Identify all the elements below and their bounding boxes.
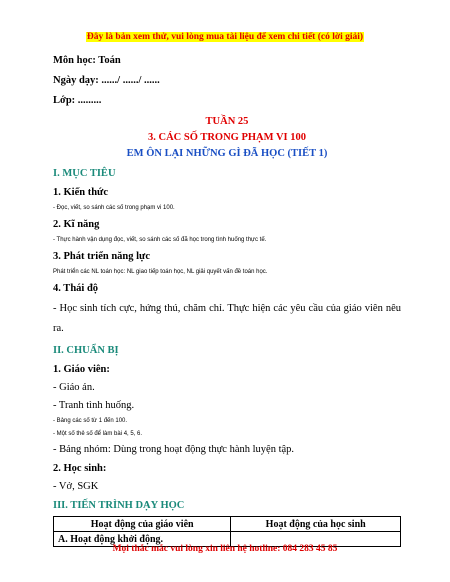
section-objectives-title: I. MỤC TIÊU — [53, 168, 116, 179]
student-title: 2. Học sinh: — [53, 463, 107, 474]
student-activity-header: Hoạt động của học sinh — [231, 517, 401, 532]
competence-text: Phát triển các NL toán học: NL giao tiếp toán học, NL giải quyết vấn đề toán học. — [53, 269, 268, 275]
teaching-date-line: Ngày dạy: ....../ ....../ ...... — [53, 75, 160, 86]
preview-notice-text: Đây là bản xem thử, vui lòng mua tài liệu để xem chi tiết (có lời giải) — [86, 32, 364, 42]
teacher-title: 1. Giáo viên: — [53, 364, 110, 375]
skills-text: - Thực hành vận dụng đọc, viết, so sánh các số đã học trong tình huống thực tế. — [53, 237, 267, 243]
teacher-small-item: - Một số thẻ số để làm bài 4, 5, 6. — [53, 431, 143, 437]
table-header-row — [54, 517, 401, 532]
knowledge-text: - Đọc, viết, so sánh các số trong phạm vi 100. — [53, 205, 175, 211]
hotline-text: Mọi thắc mắc vui lòng xin liên hệ hotline: 084 283 45 85 — [112, 544, 338, 554]
skills-title: 2. Kĩ năng — [53, 219, 100, 230]
section-procedure-title: III. TIẾN TRÌNH DẠY HỌC — [53, 500, 185, 511]
lesson-subtitle: EM ÔN LẠI NHỮNG GÌ ĐÃ HỌC (TIẾT 1) — [126, 148, 328, 159]
lesson-title: 3. CÁC SỐ TRONG PHẠM VI 100 — [148, 132, 306, 143]
student-item: - Vở, SGK — [53, 481, 99, 492]
section-preparation-title: II. CHUẨN BỊ — [53, 345, 119, 356]
document-page — [53, 54, 401, 547]
table-cell: A. Hoạt động khởi động. — [54, 532, 231, 547]
class-line: Lớp: ......... — [53, 95, 102, 106]
week-heading: TUẦN 25 — [205, 116, 249, 127]
teacher-item: - Tranh tình huống. — [53, 400, 135, 411]
attitude-title: 4. Thái độ — [53, 283, 99, 294]
attitude-text: - Học sinh tích cực, hứng thú, chăm chỉ. Thực hiện các yêu cầu của giáo viên nêu ra. — [53, 303, 401, 334]
knowledge-title: 1. Kiến thức — [53, 187, 109, 198]
competence-title: 3. Phát triển năng lực — [53, 251, 151, 262]
teacher-small-item: - Bảng các số từ 1 đến 100. — [53, 418, 128, 424]
subject-line: Môn học: Toán — [53, 55, 121, 66]
teacher-group-item: - Bảng nhóm: Dùng trong hoạt động thực hành luyện tập. — [53, 444, 295, 455]
teacher-activity-header: Hoạt động của giáo viên — [54, 517, 231, 532]
teacher-item: - Giáo án. — [53, 382, 95, 393]
hotline-footer — [0, 538, 450, 556]
preview-notice-banner — [0, 26, 450, 44]
